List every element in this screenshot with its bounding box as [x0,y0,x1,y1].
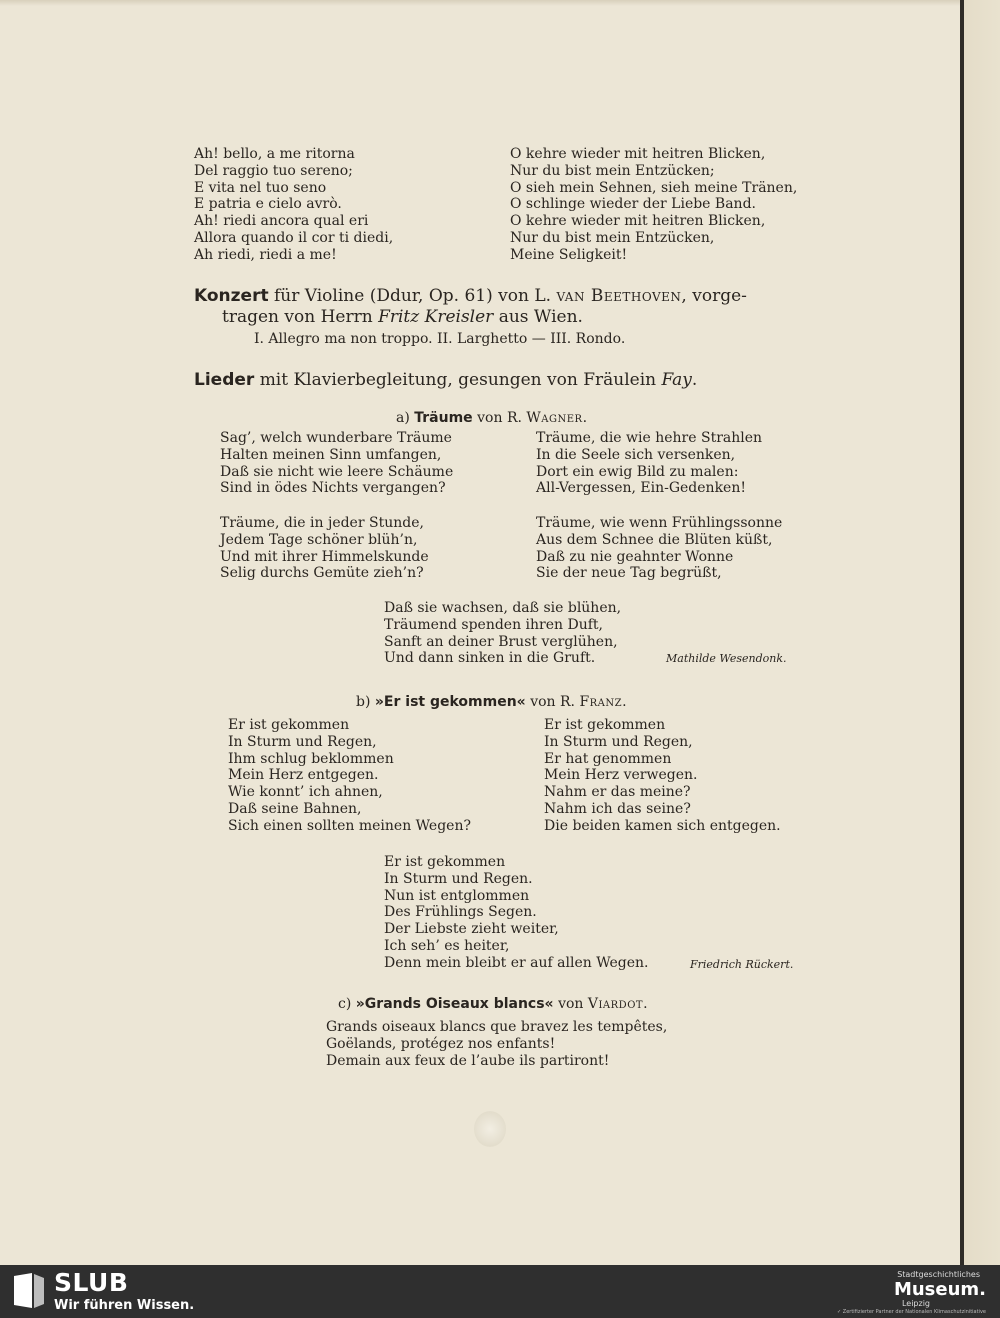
song-c-end: . [643,996,648,1012]
song-a-end: . [582,410,588,426]
verse-line: Ah! bello, a me ritorna [194,146,355,162]
verse-line: Mein Herz verwegen. [544,767,698,784]
konzert-text: für Violine (Ddur, Op. 61) von L. [274,286,552,306]
museum-city: Leipzig [901,1299,930,1308]
verse-line: Grands oiseaux blancs que bravez les tempêtes, [326,1019,668,1035]
song-c-stanza [326,1019,667,1069]
verse-line: Träume, die wie hehre Strahlen [536,430,763,446]
intro-german [510,146,797,264]
verse-line: Nahm er das meine? [544,784,691,801]
song-c-by: von [558,996,584,1012]
konzert-performer: Fritz Kreisler [378,307,494,327]
verse-line: Träumend spenden ihren Duft, [384,616,603,633]
song-a-right-stanza-1 [536,430,762,497]
verse-line: Träume, wie wenn Frühlingssonne [536,515,783,531]
song-c-composer: Viardot [587,996,644,1012]
verse-line: Daß sie wachsen, daß sie blühen, [384,600,622,616]
song-b-by: von R. [530,694,575,710]
verse-line: Ah! riedi ancora qual eri [194,213,369,230]
verse-line: O kehre wieder mit heitren Blicken, [510,146,766,162]
song-b-title [356,694,627,710]
lieder-end: . [691,370,698,390]
verse-line: Meine Seligkeit! [510,246,628,263]
song-a-left-stanza-1 [220,430,453,497]
viewer-footer [0,1265,1000,1318]
verse-line: Daß sie nicht wie leere Schäume [220,463,454,480]
verse-line: Der Liebste zieht weiter, [384,921,559,938]
verse-line: Allora quando il cor ti diedi, [194,229,394,246]
konzert-heading [194,286,747,306]
konzert-composer: van Beethoven [556,286,682,306]
song-c-title [338,996,648,1012]
verse-line: Ah riedi, riedi a me! [194,246,337,263]
verse-line: Träume, die in jeder Stunde, [220,515,424,531]
verse-line: Halten meinen Sinn umfangen, [220,446,442,463]
konzert-label: Konzert [194,286,269,306]
verse-line: Aus dem Schnee die Blüten küßt, [536,531,773,548]
verse-line: Wie konnt’ ich ahnen, [228,784,383,801]
verse-line: In die Seele sich versenken, [536,446,736,463]
song-b-end: . [622,694,627,710]
slub-tagline: Wir führen Wissen. [54,1298,195,1313]
song-a-author: Mathilde Wesendonk. [666,652,787,665]
konzert-heading-line2 [222,307,583,327]
verse-line: Die beiden kamen sich entgegen. [544,817,781,834]
verse-line: Und mit ihrer Himmelskunde [220,548,429,565]
verse-line: Goëlands, protégez nos enfants! [326,1035,556,1052]
museum-certification: ✓ Zertifizierter Partner der Nationalen Klimaschutzinitiative [836,1309,986,1315]
verse-line: Ihm schlug beklommen [228,750,394,767]
verse-line: Sanft an deiner Brust verglühen, [384,633,618,650]
song-b-center-stanza [384,854,648,972]
verse-line: Ich seh’ es heiter, [384,937,510,954]
konzert-text-end: , vorge- [681,286,747,306]
verse-line: In Sturm und Regen, [544,733,693,750]
verse-line: E vita nel tuo seno [194,179,327,196]
song-c-prefix: c) [338,996,352,1012]
intro-italian [194,146,393,264]
song-a-title [396,410,587,426]
song-b-right-stanza [544,717,781,835]
page-right-edge [960,0,1000,1265]
verse-line: O schlinge wieder der Liebe Band. [510,196,756,213]
verse-line: Nun ist entglommen [384,887,530,904]
song-a-name: Träume [414,410,473,426]
song-a-left-stanza-2 [220,515,429,582]
verse-line: O kehre wieder mit heitren Blicken, [510,213,766,230]
verse-line: Sie der neue Tag begrüßt, [536,565,722,582]
verse-line: Mein Herz entgegen. [228,767,379,784]
verse-line: Selig durchs Gemüte zieh’n? [220,565,424,582]
lieder-text: mit Klavierbegleitung, gesungen von Fräulein [259,370,657,390]
verse-line: Er ist gekommen [544,717,666,733]
verse-line: Sag’, welch wunderbare Träume [220,430,452,446]
verse-line: Sind in ödes Nichts vergangen? [220,480,446,497]
verse-line: E patria e cielo avrò. [194,196,342,213]
verse-line: Er ist gekommen [384,854,506,870]
song-a-prefix: a) [396,410,410,426]
song-b-prefix: b) [356,694,371,710]
slub-name[interactable]: SLUB [54,1268,129,1297]
verse-line: In Sturm und Regen. [384,870,533,887]
verse-line: All-Vergessen, Ein-Gedenken! [536,480,746,497]
museum-subtitle: Stadtgeschichtliches [897,1270,980,1279]
verse-line: Dort ein ewig Bild zu malen: [536,463,739,480]
verse-line: Del raggio tuo sereno; [194,162,353,179]
verse-line: Des Frühlings Segen. [384,904,537,921]
song-b-composer: Franz [579,694,623,710]
lieder-heading [194,370,697,390]
verse-line: Jedem Tage schöner blüh’n, [220,531,418,548]
verse-line: Daß seine Bahnen, [228,800,362,817]
verse-line: Nahm ich das seine? [544,800,691,817]
verse-line: Und dann sinken in die Gruft. [384,650,596,667]
verse-line: Er ist gekommen [228,717,350,733]
verse-line: In Sturm und Regen, [228,733,377,750]
song-a-center-stanza [384,600,621,667]
song-b-left-stanza [228,717,471,835]
song-b-name: »Er ist gekommen« [374,694,526,710]
verse-line: Denn mein bleibt er auf allen Wegen. [384,954,649,971]
lieder-label: Lieder [194,370,255,390]
lieder-singer: Fay [661,370,692,390]
embossed-seal [474,1111,506,1147]
verse-line: Sich einen sollten meinen Wegen? [228,817,471,834]
verse-line: O sieh mein Sehnen, sieh meine Tränen, [510,179,798,196]
song-a-composer: Wagner [526,410,583,426]
konzert-movements: I. Allegro ma non troppo. II. Larghetto — III. Rondo. [254,331,626,347]
song-a-right-stanza-2 [536,515,782,582]
verse-line: Daß zu nie geahnter Wonne [536,548,734,565]
verse-line: Nur du bist mein Entzücken, [510,229,715,246]
konzert-line2-end: aus Wien. [498,307,583,327]
song-c-name: »Grands Oiseaux blancs« [355,996,554,1012]
song-a-by: von R. [477,410,522,426]
verse-line: Demain aux feux de l’aube ils partiront! [326,1052,610,1069]
verse-line: Er hat genommen [544,750,672,767]
slub-logo-icon[interactable] [12,1272,46,1310]
song-b-author: Friedrich Rückert. [690,958,794,971]
page-top-edge [0,0,1000,6]
konzert-line2: tragen von Herrn [222,307,373,327]
verse-line: Nur du bist mein Entzücken; [510,162,715,179]
museum-logo[interactable]: Museum. [893,1279,986,1300]
